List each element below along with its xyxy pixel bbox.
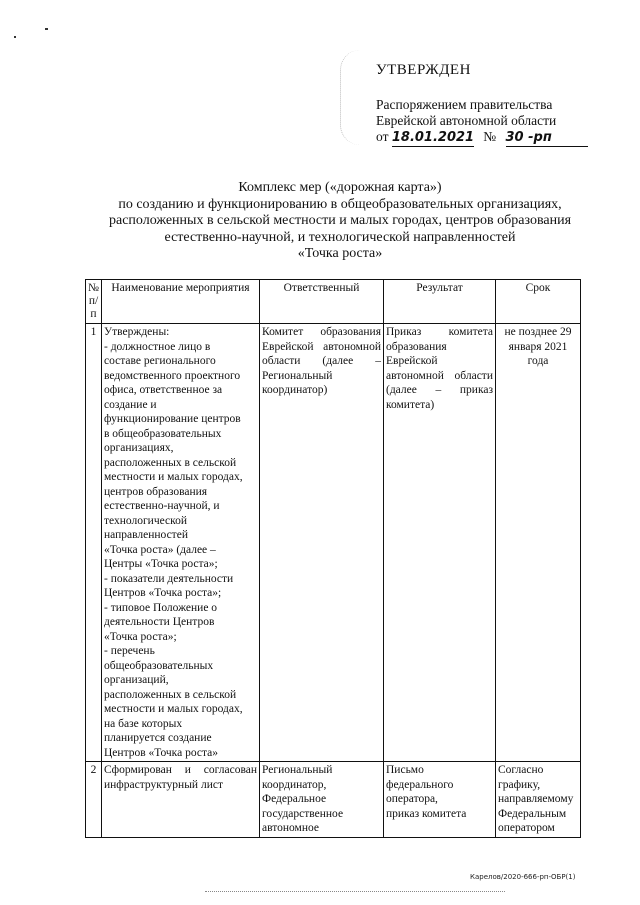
approval-title: УТВЕРЖДЕН bbox=[376, 62, 471, 78]
name-line: в общеобразовательных bbox=[104, 427, 222, 440]
responsible-line: Федеральное bbox=[262, 793, 327, 805]
approval-block bbox=[376, 62, 596, 147]
document-title bbox=[60, 180, 620, 263]
name-line: - типовое Положение о bbox=[104, 601, 218, 614]
header-result: Результат bbox=[384, 280, 496, 324]
name-line: местности и малых городах, bbox=[104, 471, 243, 483]
responsible-line: автономное bbox=[262, 822, 319, 834]
row-num: 2 bbox=[86, 762, 102, 838]
responsible-line: государственное bbox=[262, 807, 344, 820]
title-line-3: расположенных в сельской местности и малых городах, центров образования bbox=[108, 213, 572, 228]
name-line: на базе которых bbox=[104, 717, 183, 730]
name-line: деятельности Центров bbox=[104, 616, 215, 628]
number-sign: № bbox=[483, 129, 497, 144]
row-deadline: не позднее 29 января 2021 года bbox=[496, 324, 581, 762]
name-line: офиса, ответственное за bbox=[104, 384, 223, 396]
deadline-line: оператором bbox=[498, 822, 555, 834]
approval-line-2: Еврейской автономной области bbox=[376, 113, 557, 128]
header-responsible: Ответственный bbox=[260, 280, 384, 324]
handwritten-date: 18.01.2021 bbox=[391, 130, 475, 145]
name-line: функционирование центров bbox=[104, 413, 241, 425]
row-result: Приказ комитета образования Еврейской автономной области (далее – приказ комитета) bbox=[384, 324, 496, 762]
name-line: - перечень bbox=[104, 645, 155, 657]
row-responsible bbox=[260, 762, 384, 838]
name-line: ведомственного проектного bbox=[104, 369, 241, 382]
name-line: «Точка роста» (далее – bbox=[104, 543, 216, 556]
name-line: создание и bbox=[104, 398, 157, 411]
table-row bbox=[86, 324, 581, 762]
deadline-line: направляемому bbox=[498, 793, 574, 805]
name-line: общеобразовательных bbox=[104, 659, 214, 672]
row-responsible: Комитет образования Еврейской автономной области (далее – Региональный координатор) bbox=[260, 324, 384, 762]
deadline-line: Согласно bbox=[498, 764, 544, 776]
name-line: Центров «Точка роста» bbox=[104, 746, 218, 759]
name-line: - показатели деятельности bbox=[104, 572, 234, 585]
table-row bbox=[86, 762, 581, 838]
name-line: направленностей bbox=[104, 529, 188, 541]
date-prefix: от bbox=[376, 129, 389, 144]
deadline-line: графику, bbox=[498, 778, 541, 791]
header-name: Наименование мероприятия bbox=[102, 280, 260, 324]
title-line-4: естественно-научной, и технологической направленностей bbox=[164, 229, 516, 245]
approval-date-row bbox=[376, 129, 596, 147]
measures-table bbox=[85, 279, 581, 838]
name-line: планируется создание bbox=[104, 732, 212, 744]
approval-line-1: Распоряжением правительства bbox=[376, 97, 553, 112]
result-line: федерального bbox=[386, 778, 454, 791]
scan-edge-line bbox=[205, 891, 505, 892]
name-line: организациях, bbox=[104, 442, 174, 454]
name-line: Центров «Точка роста»; bbox=[104, 587, 222, 599]
name-line: - должностное лицо в bbox=[104, 340, 211, 353]
name-line: «Точка роста»; bbox=[104, 630, 177, 643]
row-result bbox=[384, 762, 496, 838]
name-line: составе регионального bbox=[104, 355, 216, 367]
title-line-1: Комплекс мер («дорожная карта») bbox=[238, 180, 442, 195]
name-line: Утверждены: bbox=[104, 326, 170, 338]
name-line: технологической bbox=[104, 514, 188, 527]
faint-stamp-mark bbox=[340, 50, 381, 145]
result-line: приказ комитета bbox=[386, 807, 467, 820]
scan-speck bbox=[14, 36, 16, 38]
name-line: Центры «Точка роста»; bbox=[104, 558, 218, 570]
header-num: № п/п bbox=[86, 280, 102, 324]
table-header-row bbox=[86, 280, 581, 324]
handwritten-number: 30 -рп bbox=[506, 130, 588, 147]
name-line: расположенных в сельской bbox=[104, 456, 237, 469]
row-num: 1 bbox=[86, 324, 102, 762]
name-line: организаций, bbox=[104, 674, 169, 686]
name-line: местности и малых городах, bbox=[104, 703, 243, 715]
name-line: естественно-научной, и bbox=[104, 500, 220, 512]
title-line-2: по созданию и функционированию в общеобразовательных организациях, bbox=[118, 196, 562, 212]
scan-speck bbox=[45, 28, 48, 30]
row-name bbox=[102, 324, 260, 762]
title-line-5: «Точка роста» bbox=[297, 246, 383, 261]
deadline-line: Федеральным bbox=[498, 807, 567, 820]
result-line: оператора, bbox=[386, 793, 438, 805]
row-name: Сформирован и согласован инфраструктурный лист bbox=[102, 762, 260, 838]
document-footer-code: Карелов/2020-666-рп-ОБР(1) bbox=[470, 873, 576, 881]
name-line: центров образования bbox=[104, 485, 208, 498]
name-line: расположенных в сельской bbox=[104, 688, 237, 701]
result-line: Письмо bbox=[386, 764, 424, 776]
responsible-line: координатор, bbox=[262, 778, 327, 791]
row-deadline bbox=[496, 762, 581, 838]
header-deadline: Срок bbox=[496, 280, 581, 324]
responsible-line: Региональный bbox=[262, 764, 333, 776]
